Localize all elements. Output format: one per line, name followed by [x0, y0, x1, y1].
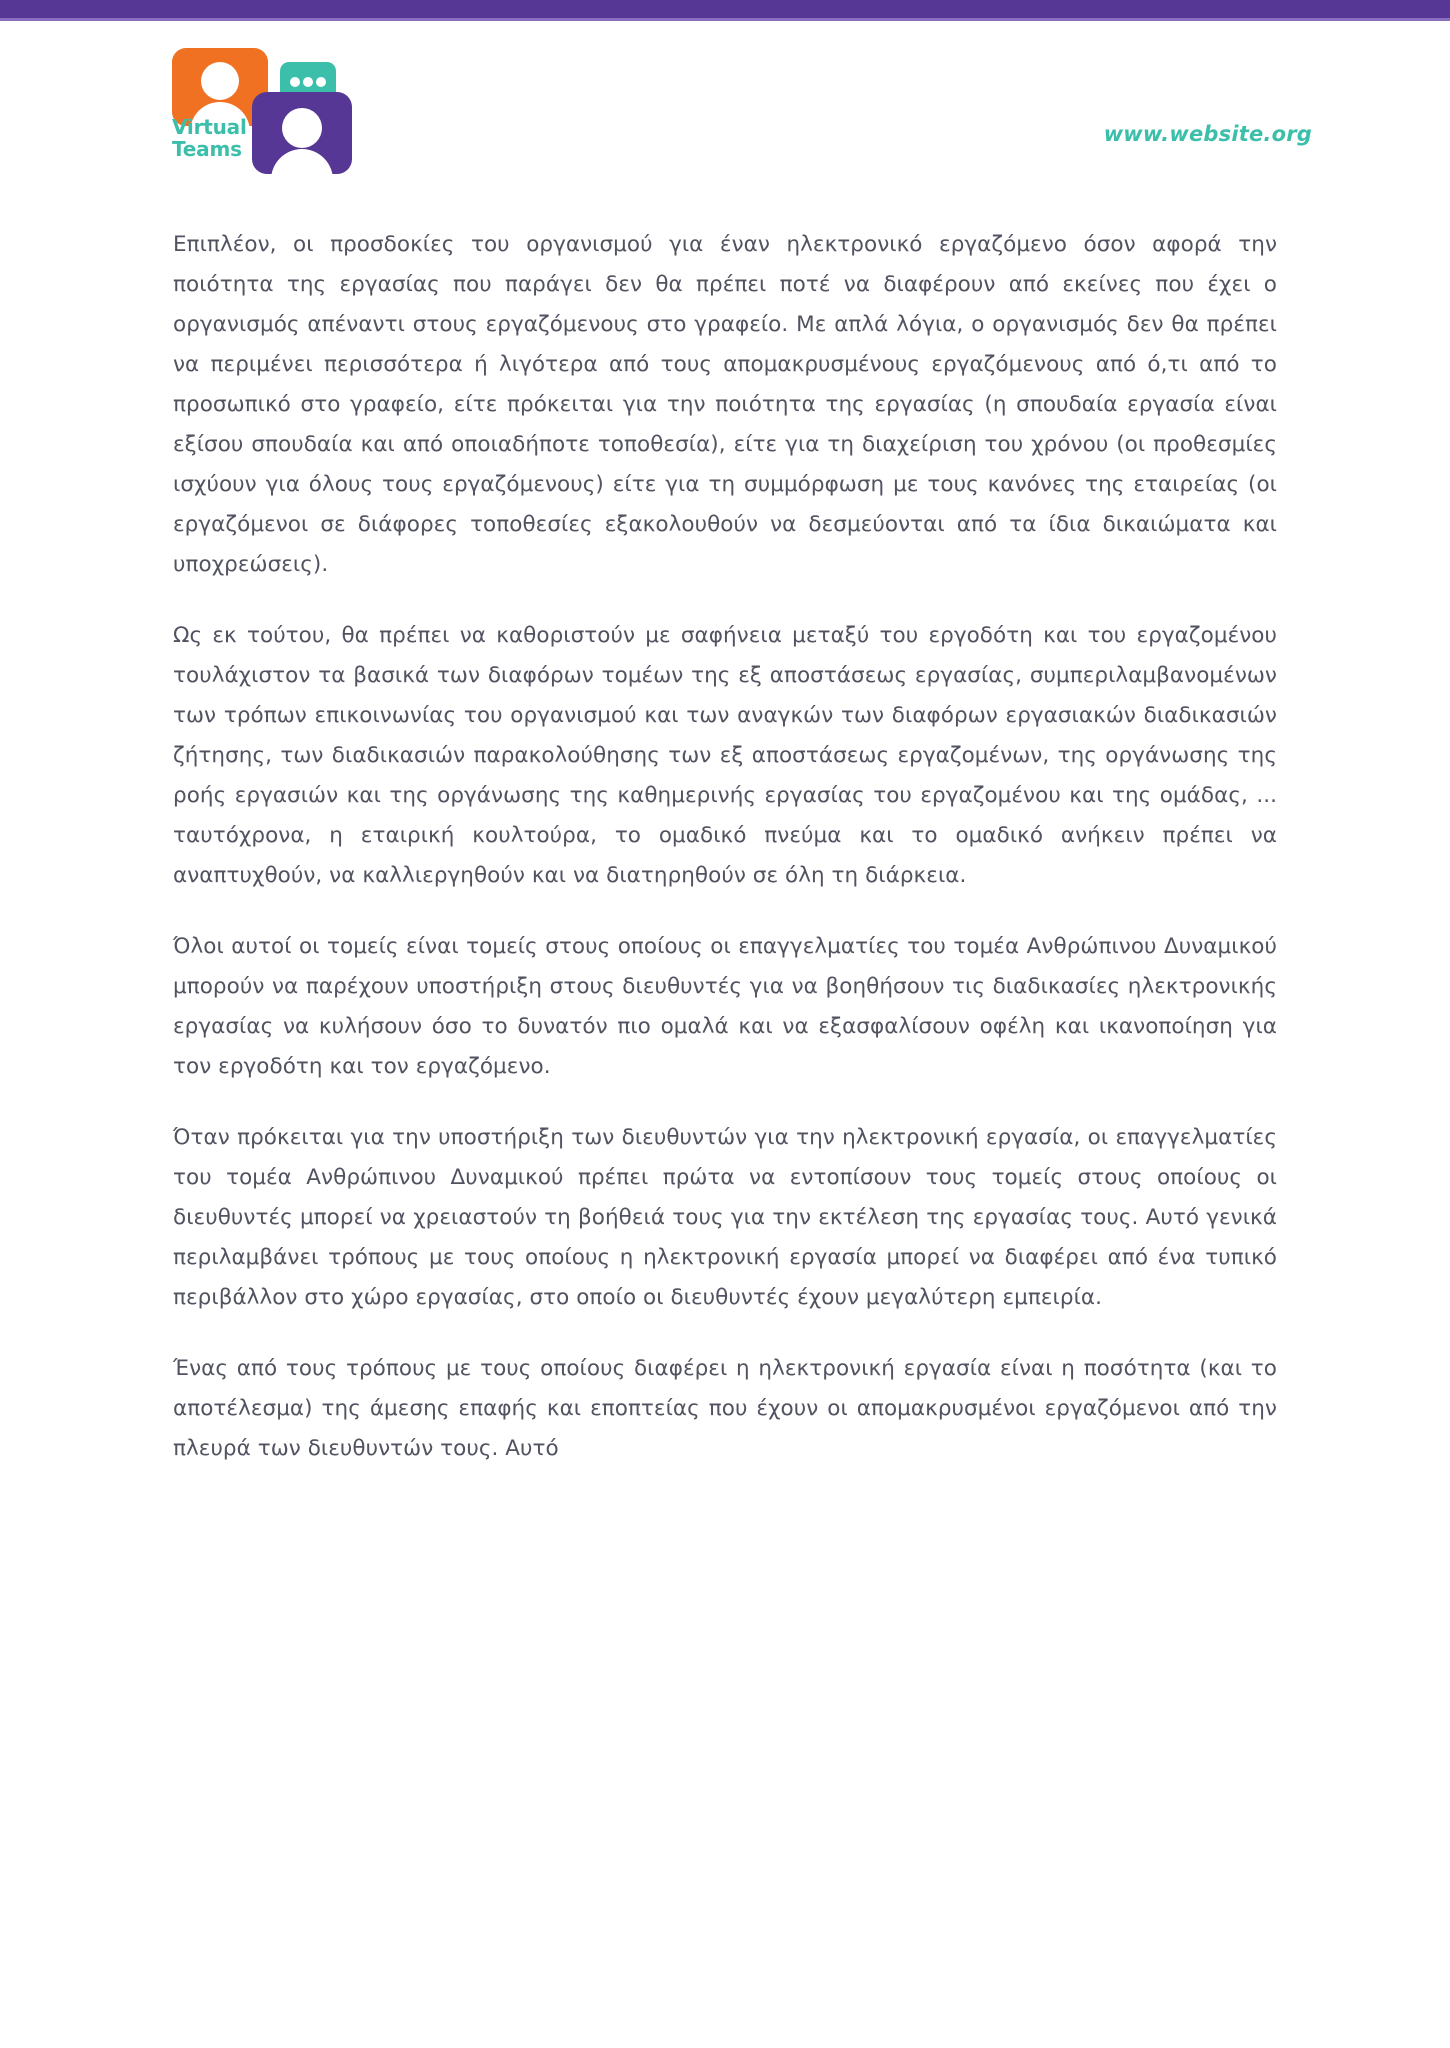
- logo-wordmark: [172, 116, 292, 161]
- document-body: [173, 225, 1277, 1469]
- logo-wordmark-line-2: Teams: [172, 137, 242, 162]
- body-paragraph: Όλοι αυτοί οι τομείς είναι τομείς στους οποίους οι επαγγελματίες του τομέα Ανθρώπινου Δυναμικού μπορούν να παρέχουν υποστήριξη στους διευθυντές για να βοηθήσουν τις διαδικασίες ηλεκτρονικής εργασίας να κυλήσουν όσο το δυνατόν πιο ομαλά και να εξασφαλίσουν οφέλη και ικανοποίηση για τον εργοδότη και τον εργαζόμενο.: [173, 934, 1277, 1079]
- body-paragraph: Επιπλέον, οι προσδοκίες του οργανισμού για έναν ηλεκτρονικό εργαζόμενο όσον αφορά την ποιότητα της εργασίας που παράγει δεν θα πρέπει ποτέ να διαφέρουν από εκείνες που έχει ο οργανισμός απέναντι στους εργαζόμενους στο γραφείο. Με απλά λόγια, ο οργανισμός δεν θα πρέπει να περιμένει περισσότερα ή λιγότερα από τους απομακρυσμένους εργαζόμενους από ό,τι από το προσωπικό στο γραφείο, είτε πρόκειται για την ποιότητα της εργασίας (η σπουδαία εργασία είναι εξίσου σπουδαία και από οποιαδήποτε τοποθεσία), είτε για τη διαχείριση του χρόνου (οι προθεσμίες ισχύουν για όλους τους εργαζόμενους) είτε για τη συμμόρφωση με τους κανόνες της εταιρείας (οι εργαζόμενοι σε διάφορες τοποθεσίες εξακολουθούν να δεσμεύονται από τα ίδια δικαιώματα και υποχρεώσεις).: [173, 232, 1277, 577]
- page-header: [0, 30, 1450, 180]
- top-purple-accent-line: [0, 18, 1450, 21]
- logo-wordmark-line-1: Virtual: [172, 115, 247, 139]
- website-url: www.website.org: [1103, 122, 1312, 146]
- body-paragraph: Ένας από τους τρόπους με τους οποίους διαφέρει η ηλεκτρονική εργασία είναι η ποσότητα (και το αποτέλεσμα) της άμεσης επαφής και εποπτείας που έχουν οι απομακρυσμένοι εργαζόμενοι από την πλευρά των διευθυντών τους. Αυτό: [173, 1356, 1277, 1461]
- body-paragraph: Ως εκ τούτου, θα πρέπει να καθοριστούν με σαφήνεια μεταξύ του εργοδότη και του εργαζομένου τουλάχιστον τα βασικά των διαφόρων τομέων της εξ αποστάσεως εργασίας, συμπεριλαμβανομένων των τρόπων επικοινωνίας του οργανισμού και των αναγκών των διαφόρων εργασιακών διαδικασιών ζήτησης, των διαδικασιών παρακολούθησης των εξ αποστάσεως εργαζομένων, της οργάνωσης της ροής εργασιών και της οργάνωσης της καθημερινής εργασίας του εργαζομένου και της ομάδας, ... ταυτόχρονα, η εταιρική κουλτούρα, το ομαδικό πνεύμα και το ομαδικό ανήκειν πρέπει να αναπτυχθούν, να καλλιεργηθούν και να διατηρηθούν σε όλη τη διάρκεια.: [173, 623, 1277, 888]
- top-purple-bar: [0, 0, 1450, 18]
- body-paragraph: Όταν πρόκειται για την υποστήριξη των διευθυντών για την ηλεκτρονική εργασία, οι επαγγελματίες του τομέα Ανθρώπινου Δυναμικού πρέπει πρώτα να εντοπίσουν τους τομείς στους οποίους οι διευθυντές μπορεί να χρειαστούν τη βοήθειά τους για την εκτέλεση της εργασίας τους. Αυτό γενικά περιλαμβάνει τρόπους με τους οποίους η ηλεκτρονική εργασία μπορεί να διαφέρει από ένα τυπικό περιβάλλον στο χώρο εργασίας, στο οποίο οι διευθυντές έχουν μεγαλύτερη εμπειρία.: [173, 1125, 1277, 1310]
